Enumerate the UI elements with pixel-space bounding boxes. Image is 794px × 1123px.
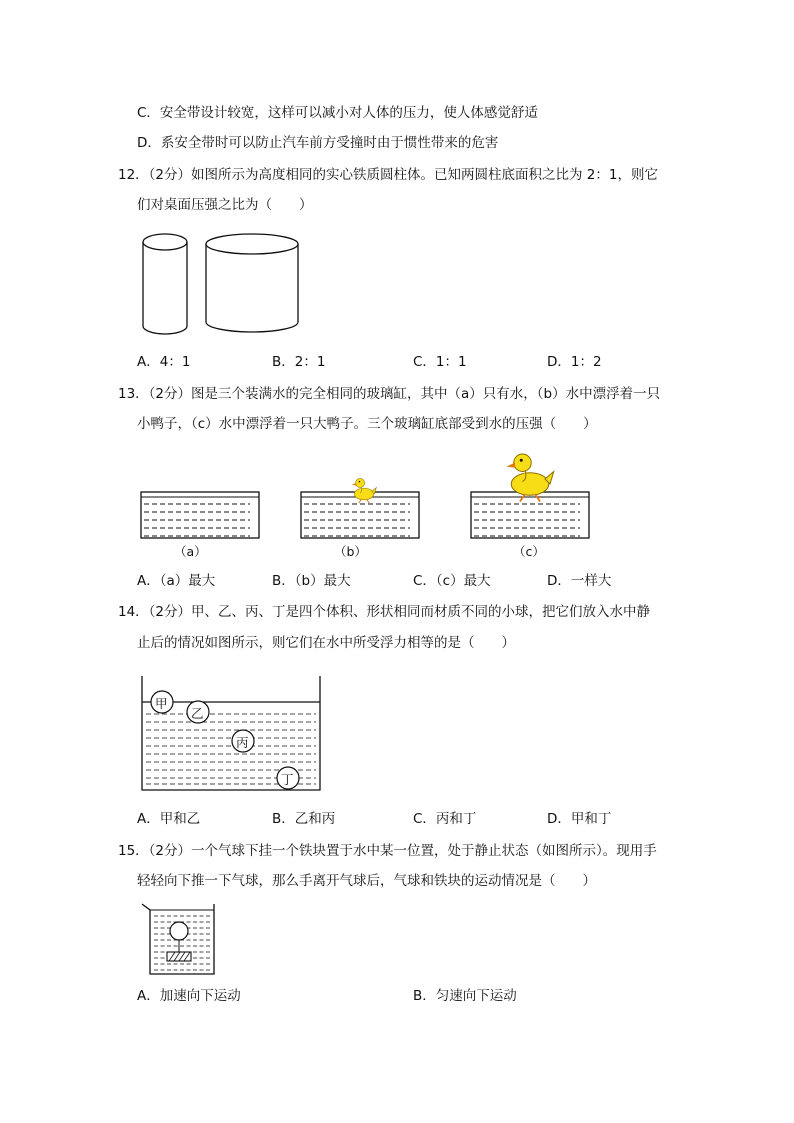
q14-stem-line2: 止后的情况如图所示，则它们在水中所受浮力相等的是（ ） [137, 635, 515, 651]
q13-option-d: D．一样大 [547, 573, 612, 589]
q14-option-b: B．乙和丙 [272, 811, 336, 827]
q13-stem-line1: 13．（2分）图是三个装满水的完全相同的玻璃缸，其中（a）只有水，（b）水中漂浮着一只 [118, 386, 661, 402]
q13-option-b: B．（b）最大 [272, 573, 351, 589]
ball-yi-label: 乙 [191, 706, 204, 721]
q13-stem-line2: 小鸭子，（c）水中漂浮着一只大鸭子。三个玻璃缸底部受到水的压强（ ） [137, 416, 597, 432]
q12-cylinders-figure [135, 225, 310, 340]
ball-jia-label: 甲 [155, 696, 168, 711]
q15-beaker-figure [140, 900, 220, 978]
q14-stem-line1: 14．（2分）甲、乙、丙、丁是四个体积、形状相同而材质不同的小球，把它们放入水中静 [118, 604, 651, 620]
q15-option-a: A．加速向下运动 [137, 988, 241, 1004]
q12-option-c: C．1：1 [413, 354, 467, 370]
q15-stem-line1: 15．（2分）一个气球下挂一个铁块置于水中某一位置，处于静止状态（如图所示）。现用手 [118, 843, 657, 859]
q12-option-d: D．1：2 [547, 354, 602, 370]
q14-option-d: D．甲和丁 [547, 811, 612, 827]
q14-container-figure [138, 666, 324, 796]
balloon [170, 922, 188, 940]
q12-stem-line2: 们对桌面压强之比为（ ） [137, 197, 313, 213]
q12-option-b: B．2：1 [272, 354, 326, 370]
q13-tanks-figure [138, 444, 598, 544]
q13-label-b: （b） [334, 544, 367, 559]
tank-b [301, 478, 419, 538]
q12-option-a: A．4：1 [137, 354, 191, 370]
q11-option-c: C．安全带设计较宽，这样可以减小对人体的压力，使人体感觉舒适 [137, 105, 538, 121]
q15-stem-line2: 轻轻向下推一下气球，那么手离开气球后，气球和铁块的运动情况是（ ） [137, 873, 596, 889]
large-cylinder [206, 234, 298, 332]
tank-c [471, 454, 589, 538]
q14-option-c: C．丙和丁 [413, 811, 477, 827]
q12-stem-line1: 12．（2分）如图所示为高度相同的实心铁质圆柱体。已知两圆柱底面积之比为 2：1，则它 [118, 167, 658, 183]
small-cylinder [143, 234, 187, 334]
q13-label-a: （a） [174, 544, 207, 559]
ball-bing-label: 丙 [236, 735, 249, 750]
tank-a [141, 492, 259, 538]
q13-option-a: A．（a）最大 [137, 573, 216, 589]
q13-label-c: （c） [513, 544, 545, 559]
q11-option-d: D．系安全带时可以防止汽车前方受撞时由于惯性带来的危害 [137, 135, 499, 151]
q13-option-c: C．（c）最大 [413, 573, 491, 589]
q14-option-a: A．甲和乙 [137, 811, 201, 827]
ball-ding-label: 丁 [281, 772, 294, 787]
q15-option-b: B．匀速向下运动 [413, 988, 517, 1004]
